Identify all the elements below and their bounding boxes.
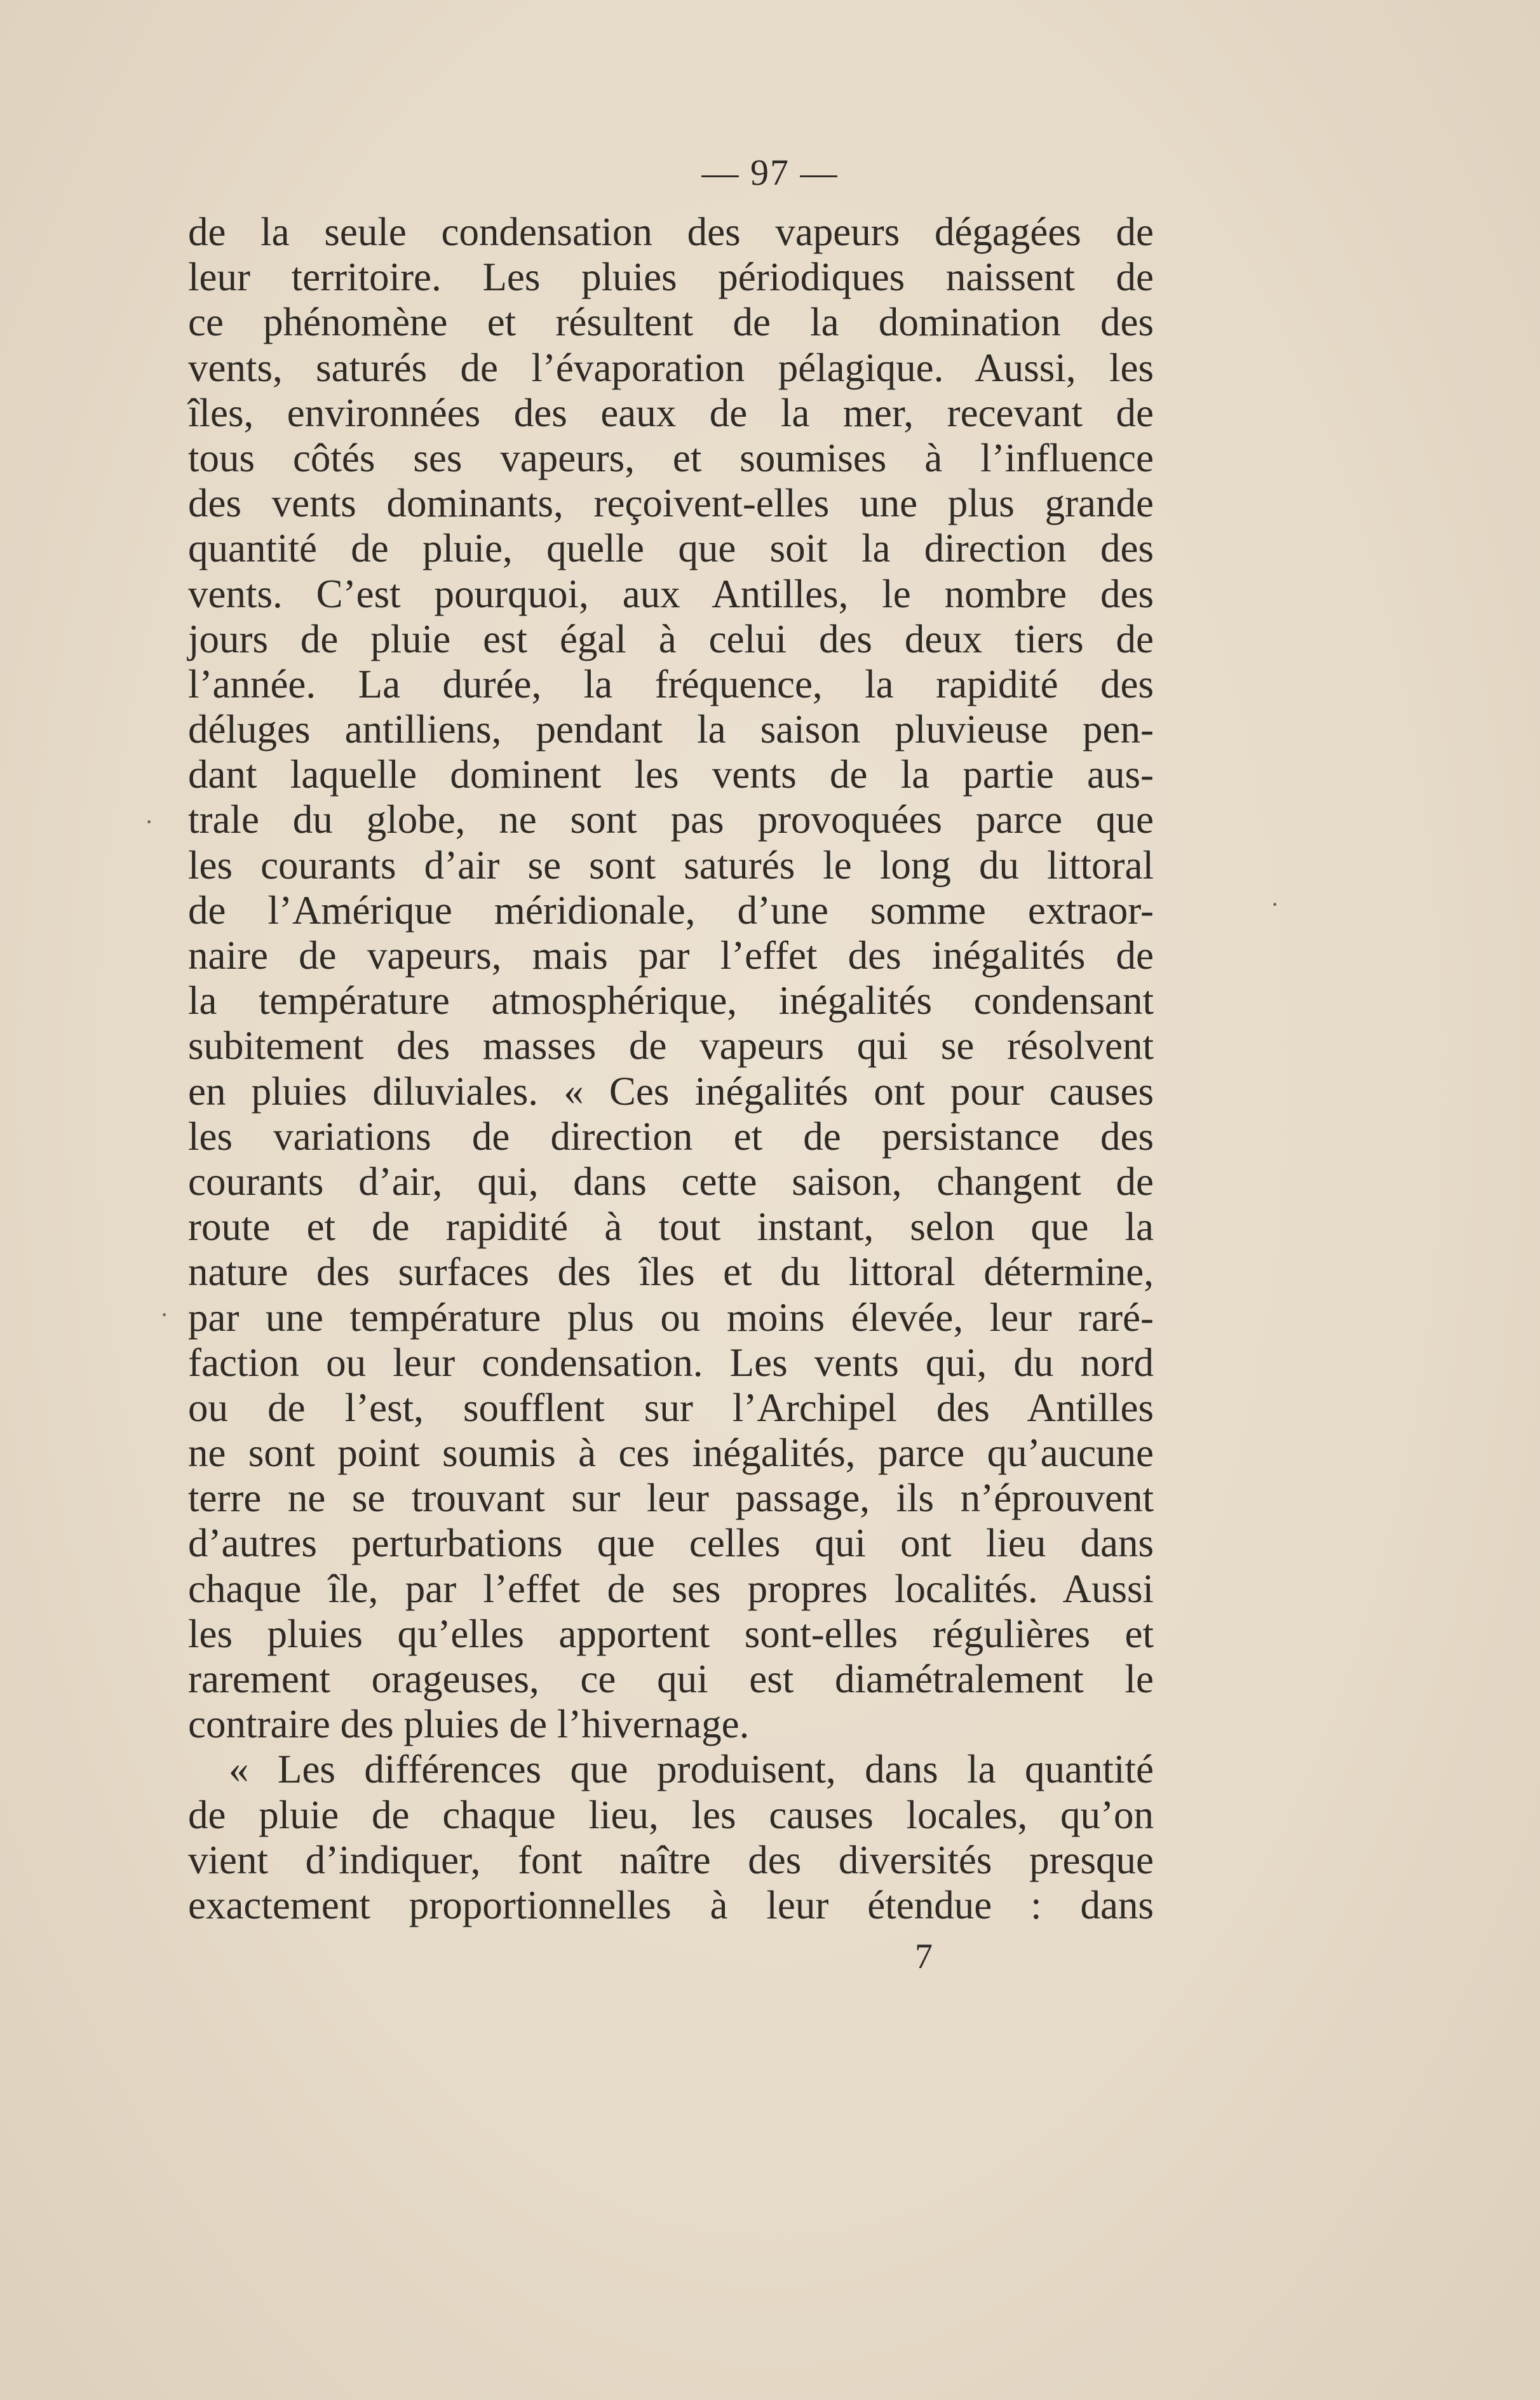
signature-mark: 7 [915,1937,933,1976]
text-line: contraire des pluies de l’hivernage. [188,1702,750,1747]
text-line: rarement orageuses, ce qui est diamétralement le [188,1657,1154,1701]
text-line: d’autres perturbations que celles qui ont lieu dans [188,1521,1154,1566]
text-line: de pluie de chaque lieu, les causes locales, qu’on [188,1792,1154,1837]
page-number: — 97 — [701,152,839,193]
text-line: ce phénomène et résultent de la domination des [188,300,1154,345]
margin-dot: · [160,1300,169,1329]
text-line: en pluies diluviales. « Ces inégalités ont pour causes [188,1069,1154,1114]
text-line: dant laquelle dominent les vents de la partie aus- [188,752,1154,797]
text-line: subitement des masses de vapeurs qui se résolvent [188,1023,1154,1069]
text-line: îles, environnées des eaux de la mer, recevant de [188,390,1154,435]
text-line: l’année. La durée, la fréquence, la rapidité des [188,661,1154,706]
text-line: terre ne se trouvant sur leur passage, ils n’éprouvent [188,1476,1154,1521]
text-line: la température atmosphérique, inégalités condensant [188,978,1154,1023]
text-line: naire de vapeurs, mais par l’effet des inégalités de [188,933,1154,978]
text-line: vient d’indiquer, font naître des diversités presque [188,1837,1154,1882]
text-line: de la seule condensation des vapeurs dégagées de [188,210,1154,254]
text-line: par une température plus ou moins élevée, leur raré- [188,1295,1154,1340]
text-line: leur territoire. Les pluies périodiques naissent de [188,255,1154,300]
text-line: déluges antilliens, pendant la saison pluvieuse pen- [188,707,1154,752]
text-line: chaque île, par l’effet de ses propres localités. Aussi [188,1566,1154,1611]
text-line: courants d’air, qui, dans cette saison, changent de [188,1159,1154,1204]
text-line: quantité de pluie, quelle que soit la direction des [188,526,1154,571]
text-line: vents, saturés de l’évaporation pélagique. Aussi, les [188,345,1154,390]
text-line: trale du globe, ne sont pas provoquées parce que [188,797,1154,842]
text-line: tous côtés ses vapeurs, et soumises à l’influence [188,435,1154,480]
text-line: de l’Amérique méridionale, d’une somme extraor- [188,887,1154,933]
text-line: nature des surfaces des îles et du littoral détermine, [188,1250,1154,1295]
text-line: ou de l’est, soufflent sur l’Archipel des Antilles [188,1385,1154,1430]
text-line: les variations de direction et de persistance des [188,1114,1154,1159]
text-line: jours de pluie est égal à celui des deux tiers de [188,616,1154,661]
text-line: route et de rapidité à tout instant, selon que la [188,1204,1154,1250]
text-line: des vents dominants, reçoivent-elles une plus grande [188,481,1154,526]
text-line: « Les différences que produisent, dans la quantité [229,1747,1154,1792]
margin-dot: · [145,807,154,836]
margin-dot: · [1271,890,1280,919]
text-line: vents. C’est pourquoi, aux Antilles, le nombre des [188,571,1154,616]
text-line: les pluies qu’elles apportent sont-elles régulières et [188,1611,1154,1656]
text-line: exactement proportionnelles à leur étendue : dans [188,1882,1154,1927]
body-text [188,210,1154,1928]
text-line: faction ou leur condensation. Les vents qui, du nord [188,1340,1154,1385]
text-line: les courants d’air se sont saturés le long du littoral [188,842,1154,887]
text-line: ne sont point soumis à ces inégalités, parce qu’aucune [188,1431,1154,1476]
